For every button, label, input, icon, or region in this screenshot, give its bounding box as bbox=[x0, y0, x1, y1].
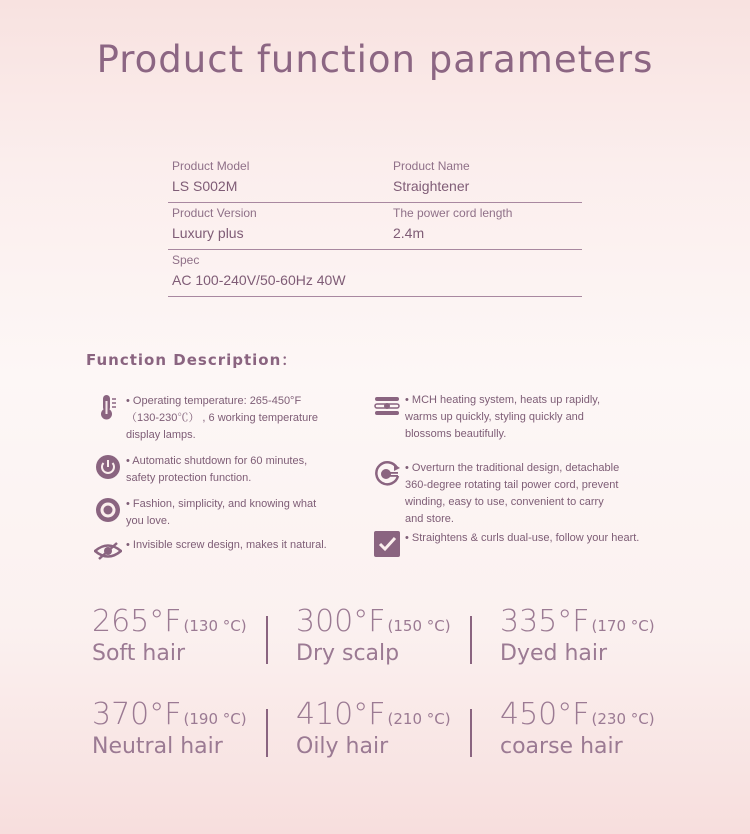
param-value: Straightener bbox=[393, 178, 470, 194]
param-label: Product Name bbox=[393, 159, 470, 173]
temp-item bbox=[92, 604, 247, 666]
feature-text: • MCH heating system, heats up rapidly, warms up quickly, styling quickly and blossoms beautifully. bbox=[405, 394, 601, 440]
param-row bbox=[168, 203, 582, 250]
divider bbox=[266, 709, 268, 757]
divider bbox=[266, 616, 268, 664]
feature-dual-use bbox=[373, 530, 639, 558]
feature-invisible-screw bbox=[94, 537, 327, 565]
feature-temperature bbox=[94, 393, 318, 444]
temp-celsius: (230 °C) bbox=[591, 710, 655, 728]
temp-celsius: (130 °C) bbox=[183, 617, 247, 635]
temp-label: coarse hair bbox=[500, 734, 623, 759]
divider bbox=[470, 616, 472, 664]
feature-text: • Overturn the traditional design, detachable 360-degree rotating tail power cord, prevent winding, easy to use, convenient to carry and store. bbox=[405, 462, 620, 525]
heating-plate-icon bbox=[373, 392, 401, 420]
feature-fashion bbox=[94, 496, 316, 530]
temp-label: Neutral hair bbox=[92, 734, 223, 759]
parameters-table bbox=[168, 156, 582, 297]
temp-item bbox=[296, 697, 451, 759]
temp-label: Dyed hair bbox=[500, 641, 608, 666]
param-cell-version bbox=[172, 203, 257, 241]
temp-item bbox=[296, 604, 451, 666]
feature-mch-heating bbox=[373, 392, 600, 443]
temp-label: Dry scalp bbox=[296, 641, 400, 666]
param-label: Spec bbox=[172, 253, 200, 267]
param-cell-model bbox=[172, 156, 249, 194]
feature-text: • Invisible screw design, makes it natural. bbox=[126, 539, 327, 551]
param-cell-cord bbox=[393, 203, 512, 241]
param-label: The power cord length bbox=[393, 206, 513, 220]
feature-rotating-cord bbox=[373, 460, 619, 528]
param-value: Luxury plus bbox=[172, 225, 244, 241]
temp-fahrenheit: 450°F bbox=[500, 697, 590, 732]
temp-fahrenheit: 410°F bbox=[296, 697, 386, 732]
param-value: LS S002M bbox=[172, 178, 238, 194]
temp-fahrenheit: 335°F bbox=[500, 604, 590, 639]
param-row bbox=[168, 250, 582, 297]
temp-celsius: (170 °C) bbox=[591, 617, 655, 635]
temp-fahrenheit: 265°F bbox=[92, 604, 182, 639]
param-label: Product Model bbox=[172, 159, 250, 173]
target-icon bbox=[94, 496, 122, 524]
thermometer-icon bbox=[94, 393, 122, 421]
temp-fahrenheit: 300°F bbox=[296, 604, 386, 639]
temp-label: Oily hair bbox=[296, 734, 389, 759]
temp-item bbox=[500, 604, 655, 666]
divider bbox=[470, 709, 472, 757]
temp-celsius: (150 °C) bbox=[387, 617, 451, 635]
checkbox-icon bbox=[373, 530, 401, 558]
param-value: 2.4m bbox=[393, 225, 425, 241]
temp-item bbox=[92, 697, 247, 759]
param-value: AC 100-240V/50-60Hz 40W bbox=[172, 272, 346, 288]
temp-label: Soft hair bbox=[92, 641, 185, 666]
feature-text: • Automatic shutdown for 60 minutes, safety protection function. bbox=[126, 455, 308, 484]
temp-celsius: (190 °C) bbox=[183, 710, 247, 728]
page-title: Product function parameters bbox=[96, 38, 654, 81]
param-cell-spec bbox=[172, 250, 346, 288]
power-icon bbox=[94, 453, 122, 481]
hidden-eye-icon bbox=[94, 537, 122, 565]
param-row bbox=[168, 156, 582, 203]
feature-shutdown bbox=[94, 453, 307, 487]
param-cell-name bbox=[393, 156, 470, 194]
temp-fahrenheit: 370°F bbox=[92, 697, 182, 732]
feature-text: • Operating temperature: 265-450°F （130-230℃） , 6 working temperature display lamps. bbox=[126, 395, 318, 441]
param-label: Product Version bbox=[172, 206, 257, 220]
feature-text: • Fashion, simplicity, and knowing what you love. bbox=[126, 498, 317, 527]
rotating-plug-icon bbox=[373, 460, 401, 488]
function-description-title: Function Description： bbox=[86, 351, 298, 369]
temp-item bbox=[500, 697, 655, 759]
feature-text: • Straightens & curls dual-use, follow your heart. bbox=[405, 532, 640, 544]
temp-celsius: (210 °C) bbox=[387, 710, 451, 728]
